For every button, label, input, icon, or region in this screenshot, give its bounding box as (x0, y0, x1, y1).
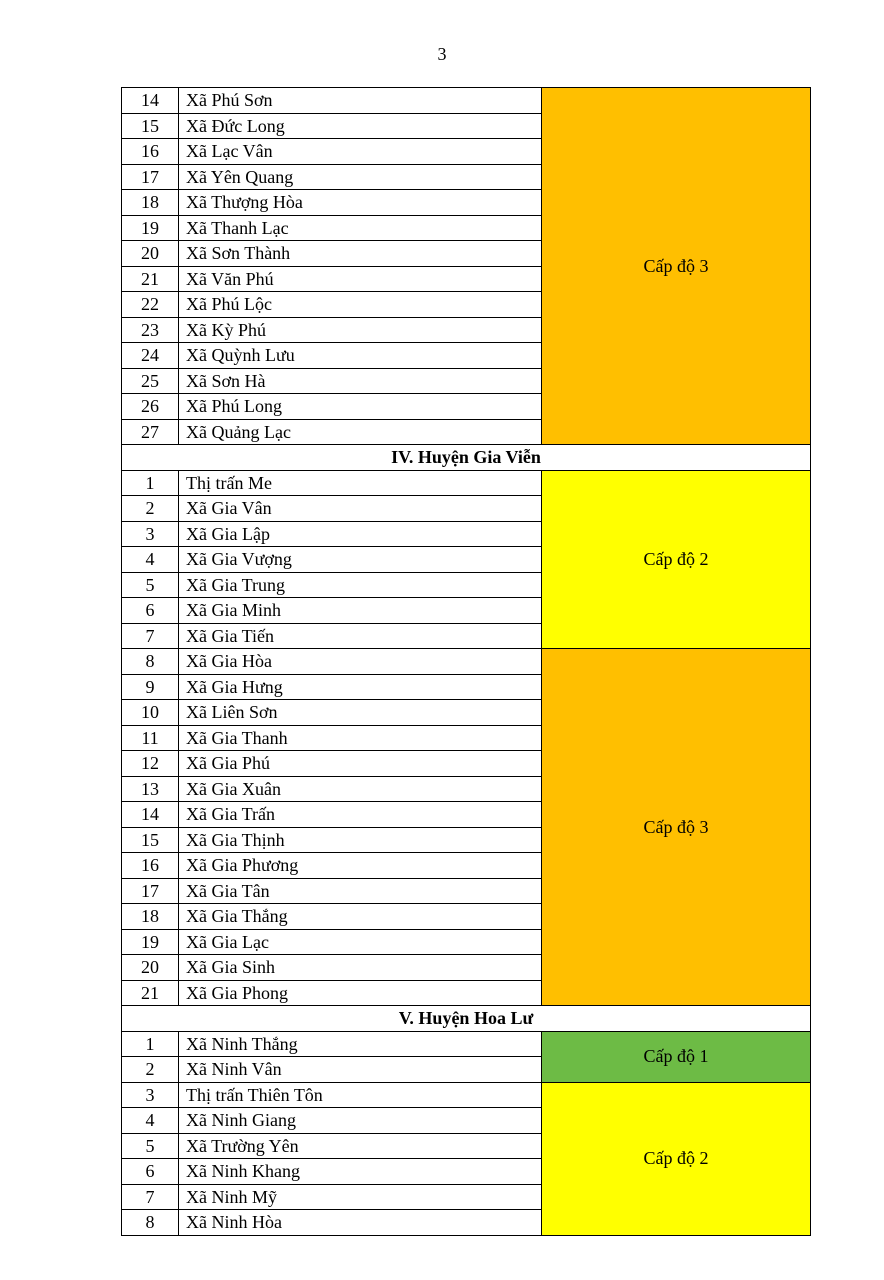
row-number: 19 (122, 929, 179, 955)
commune-name: Xã Ninh Thắng (179, 1031, 542, 1057)
commune-name: Xã Sơn Thành (179, 241, 542, 267)
commune-name: Xã Gia Phương (179, 853, 542, 879)
row-number: 27 (122, 419, 179, 445)
row-number: 19 (122, 215, 179, 241)
row-number: 15 (122, 827, 179, 853)
commune-name: Xã Gia Thịnh (179, 827, 542, 853)
row-number: 7 (122, 1184, 179, 1210)
commune-name: Xã Thượng Hòa (179, 190, 542, 216)
commune-name: Xã Gia Phong (179, 980, 542, 1006)
commune-name: Xã Ninh Khang (179, 1159, 542, 1185)
row-number: 6 (122, 598, 179, 624)
row-number: 2 (122, 496, 179, 522)
row-number: 17 (122, 878, 179, 904)
commune-name: Xã Gia Lạc (179, 929, 542, 955)
commune-name: Xã Gia Hòa (179, 649, 542, 675)
page-number: 3 (437, 44, 447, 64)
table-row (122, 470, 811, 496)
row-number: 5 (122, 572, 179, 598)
row-number: 4 (122, 547, 179, 573)
row-number: 15 (122, 113, 179, 139)
commune-name: Xã Gia Vân (179, 496, 542, 522)
row-number: 3 (122, 1082, 179, 1108)
commune-name: Xã Ninh Vân (179, 1057, 542, 1083)
table-row (122, 88, 811, 114)
commune-name: Xã Ninh Mỹ (179, 1184, 542, 1210)
row-number: 14 (122, 802, 179, 828)
commune-name: Xã Phú Sơn (179, 88, 542, 114)
commune-name: Xã Gia Trung (179, 572, 542, 598)
row-number: 8 (122, 649, 179, 675)
level-cell: Cấp độ 2 (542, 470, 811, 649)
table-row (122, 649, 811, 675)
row-number: 5 (122, 1133, 179, 1159)
commune-name: Xã Gia Sinh (179, 955, 542, 981)
commune-name: Xã Gia Lập (179, 521, 542, 547)
commune-name: Xã Ninh Giang (179, 1108, 542, 1134)
row-number: 26 (122, 394, 179, 420)
commune-name: Xã Yên Quang (179, 164, 542, 190)
row-number: 4 (122, 1108, 179, 1134)
row-number: 18 (122, 190, 179, 216)
commune-name: Xã Đức Long (179, 113, 542, 139)
row-number: 21 (122, 980, 179, 1006)
commune-name: Xã Gia Minh (179, 598, 542, 624)
commune-level-table (121, 87, 811, 1236)
commune-name: Xã Gia Tiến (179, 623, 542, 649)
commune-name: Xã Phú Long (179, 394, 542, 420)
commune-name: Xã Thanh Lạc (179, 215, 542, 241)
commune-name: Xã Ninh Hòa (179, 1210, 542, 1236)
level-cell: Cấp độ 1 (542, 1031, 811, 1082)
commune-name: Xã Gia Thắng (179, 904, 542, 930)
row-number: 20 (122, 955, 179, 981)
commune-name: Xã Gia Xuân (179, 776, 542, 802)
district-title: V. Huyện Hoa Lư (122, 1006, 811, 1032)
commune-name: Xã Văn Phú (179, 266, 542, 292)
row-number: 14 (122, 88, 179, 114)
row-number: 1 (122, 1031, 179, 1057)
table-row (122, 1031, 811, 1057)
commune-name: Thị trấn Me (179, 470, 542, 496)
commune-name: Xã Gia Tân (179, 878, 542, 904)
commune-name: Xã Trường Yên (179, 1133, 542, 1159)
row-number: 21 (122, 266, 179, 292)
commune-name: Thị trấn Thiên Tôn (179, 1082, 542, 1108)
level-cell: Cấp độ 2 (542, 1082, 811, 1235)
district-title: IV. Huyện Gia Viễn (122, 445, 811, 471)
commune-name: Xã Quảng Lạc (179, 419, 542, 445)
commune-name: Xã Quỳnh Lưu (179, 343, 542, 369)
row-number: 20 (122, 241, 179, 267)
table-body (122, 88, 811, 1236)
commune-name: Xã Sơn Hà (179, 368, 542, 394)
row-number: 18 (122, 904, 179, 930)
commune-name: Xã Gia Trấn (179, 802, 542, 828)
row-number: 1 (122, 470, 179, 496)
district-header-row (122, 1006, 811, 1032)
commune-name: Xã Gia Phú (179, 751, 542, 777)
row-number: 12 (122, 751, 179, 777)
table-row (122, 1082, 811, 1108)
commune-name: Xã Gia Hưng (179, 674, 542, 700)
level-cell: Cấp độ 3 (542, 88, 811, 445)
row-number: 23 (122, 317, 179, 343)
row-number: 10 (122, 700, 179, 726)
commune-name: Xã Kỳ Phú (179, 317, 542, 343)
commune-name: Xã Phú Lộc (179, 292, 542, 318)
row-number: 25 (122, 368, 179, 394)
row-number: 16 (122, 853, 179, 879)
row-number: 8 (122, 1210, 179, 1236)
row-number: 17 (122, 164, 179, 190)
row-number: 6 (122, 1159, 179, 1185)
row-number: 24 (122, 343, 179, 369)
row-number: 3 (122, 521, 179, 547)
commune-name: Xã Lạc Vân (179, 139, 542, 165)
level-cell: Cấp độ 3 (542, 649, 811, 1006)
row-number: 7 (122, 623, 179, 649)
row-number: 13 (122, 776, 179, 802)
row-number: 2 (122, 1057, 179, 1083)
commune-name: Xã Liên Sơn (179, 700, 542, 726)
row-number: 22 (122, 292, 179, 318)
district-header-row (122, 445, 811, 471)
row-number: 16 (122, 139, 179, 165)
row-number: 9 (122, 674, 179, 700)
row-number: 11 (122, 725, 179, 751)
commune-name: Xã Gia Vượng (179, 547, 542, 573)
commune-name: Xã Gia Thanh (179, 725, 542, 751)
